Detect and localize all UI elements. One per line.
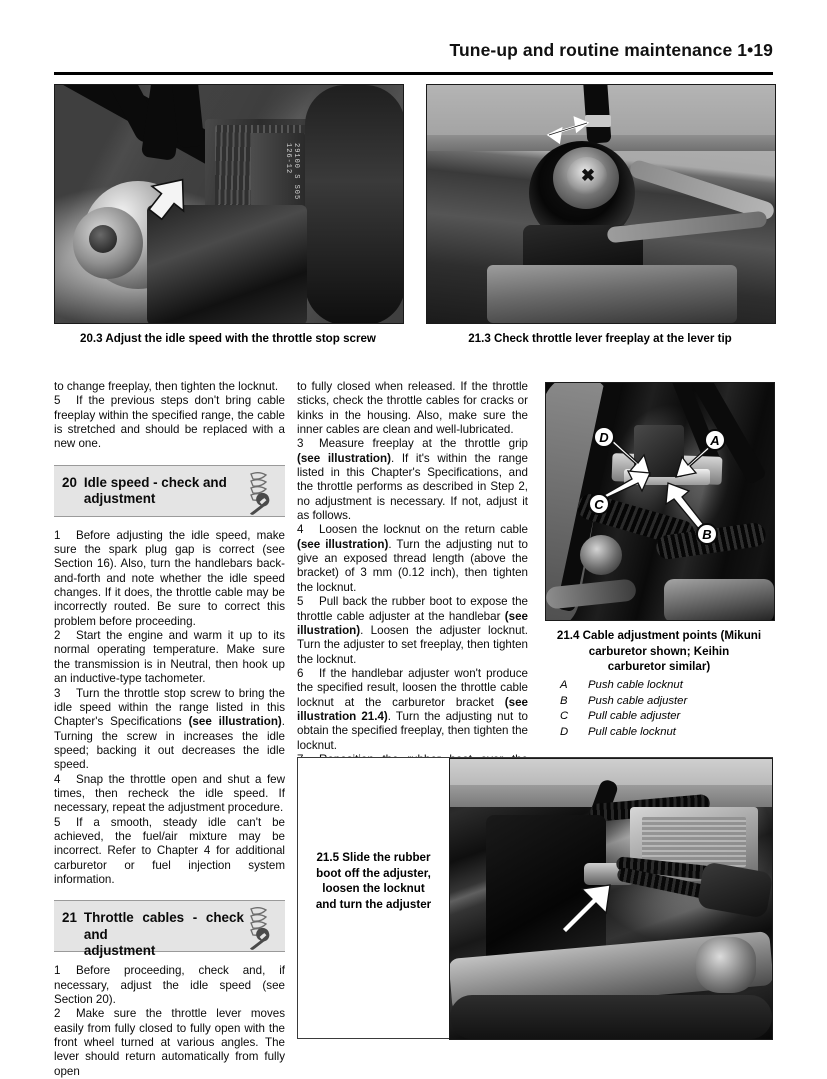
paragraph-s21-step1 — [54, 964, 285, 1007]
figure-21-5-image — [449, 758, 773, 1040]
step-number: 5 — [297, 595, 304, 609]
step-text: Before proceeding, check and, if necessary, adjust the idle speed (see Section 20). — [54, 964, 285, 1006]
section-title-line2: adjustment — [83, 943, 156, 959]
paragraph-s21-step4 — [297, 523, 528, 595]
paragraph-step5-cont — [54, 394, 285, 451]
step-number: 2 — [54, 629, 61, 643]
legend-item — [560, 694, 775, 710]
step-number: 1 — [54, 528, 61, 542]
figure-21-4-caption-line1: 21.4 Cable adjustment points (Mikuni — [556, 629, 762, 642]
step-text-b: . If it's within the range listed in this Chapter's Specifications, and the throttle performs as described in Step 2, no adjustment is necessary. If not, adjust it as follows. — [297, 451, 528, 523]
legend-key: D — [560, 725, 569, 738]
callout-bubble-d: D — [593, 426, 615, 448]
see-illustration-ref: (see illustration) — [188, 715, 282, 729]
figure-21-5-caption-line3: loosen the locknut — [322, 882, 425, 895]
section-title — [84, 910, 244, 960]
step-text-b: . Turn the adjusting nut to obtain the specified freeplay, then tighten the locknut. — [297, 709, 528, 752]
figure-21-4-caption — [545, 628, 773, 675]
legend-key: C — [560, 710, 569, 722]
callout-bubble-b: B — [696, 523, 718, 545]
legend-key: B — [560, 694, 568, 707]
paragraph-s20-step5 — [54, 816, 285, 888]
wrench-icon — [239, 905, 279, 951]
freeplay-double-arrow-icon — [427, 85, 775, 323]
paragraph-s20-step2 — [54, 629, 285, 686]
step-text: Before adjusting the idle speed, make sure the spark plug gap is correct (see Section 16). Also, turn the handlebars back-and-forth and note whether the idle speed changes. If it does, the throttle cable may be incorrectly routed. Be sure to correct this problem before proceeding. — [54, 528, 285, 628]
text-column-left — [54, 380, 285, 1079]
step-text-b: . Turn the adjusting nut to give an exposed thread length (above the bracket) of 3 mm (0.12 inch), then tighten the locknut. — [297, 537, 529, 594]
step-text: Start the engine and warm it up to its normal operating temperature. Make sure the transmission is in Neutral, then hook up an inductive-type tachometer. — [54, 629, 285, 686]
section-number: 21 — [62, 910, 77, 926]
paragraph-s21-step5 — [297, 595, 528, 667]
pointer-arrow-icon — [55, 85, 403, 323]
callout-arrows-icon — [546, 383, 774, 620]
figure-21-3-caption: 21.3 Check throttle lever freeplay at the lever tip — [468, 332, 732, 345]
see-illustration-ref: (see illustration) — [297, 451, 391, 465]
figure-21-5-caption-line4: and turn the adjuster — [315, 897, 432, 911]
step-text-a: Measure freeplay at the throttle grip — [319, 437, 528, 451]
figure-21-4-image — [545, 382, 775, 621]
legend-item — [560, 678, 775, 694]
section-title-line1: Throttle cables - check and — [83, 910, 244, 942]
step-text-b: . Loosen the adjuster locknut. Turn the adjuster to set freeplay, then tighten the locknut. — [297, 623, 528, 666]
section-heading-20 — [54, 465, 285, 517]
step-text-a: Loosen the locknut on the return cable — [319, 523, 528, 537]
section-title — [84, 475, 227, 508]
legend-item — [560, 725, 775, 741]
step-number: 4 — [54, 772, 61, 786]
callout-bubble-a: A — [704, 429, 726, 451]
step-number: 4 — [297, 523, 304, 537]
paragraph-cont: to fully closed when released. If the throttle sticks, check the throttle cables for cracks or kinks in the housing. Also, make sure the inner cables are clean and well-lubricated. — [297, 380, 528, 437]
figure-21-4-caption-line2: carburetor shown; Keihin — [588, 644, 730, 658]
figure-21-5-caption-line2: boot off the adjuster, — [316, 866, 431, 880]
paragraph-s21-step6 — [297, 667, 528, 753]
step-number: 2 — [54, 1007, 61, 1021]
step-text: If a smooth, steady idle can't be achieved, the fuel/air mixture may be incorrect. Refer to Chapter 4 for additional carburetor or fuel injection system information. — [54, 815, 285, 886]
figure-21-5-caption-line1: 21.5 Slide the rubber — [316, 851, 431, 864]
figure-21-5-caption — [301, 850, 446, 912]
step-text-a: If the handlebar adjuster won't produce the specified result, loosen the throttle cable locknut at the carburetor bracket — [297, 666, 528, 709]
section-number: 20 — [62, 474, 77, 490]
step-number: 5 — [54, 394, 61, 408]
legend-key: A — [560, 679, 568, 691]
wrench-icon — [239, 470, 279, 516]
step-number: 1 — [54, 964, 61, 978]
page-title: Tune-up and routine maintenance 1•19 — [449, 40, 773, 60]
step-number: 3 — [297, 437, 304, 451]
paragraph-s20-step3 — [54, 687, 285, 773]
see-illustration-ref: (see illustration 21.4) — [297, 695, 528, 723]
legend-text: Push cable adjuster — [588, 694, 688, 707]
section-title-line1: Idle speed - check and — [83, 474, 227, 490]
paragraph-intro: to change freeplay, then tighten the locknut. — [54, 380, 279, 393]
paragraph-s20-step4 — [54, 773, 285, 816]
section-heading-21 — [54, 900, 285, 959]
legend-text: Pull cable locknut — [588, 725, 676, 738]
section-title-line2: adjustment — [83, 491, 156, 507]
figure-20-3-image: 29100 S S05 126-12 — [54, 84, 404, 324]
step-text-a: Turn the throttle stop screw to bring the idle speed within the range listed in this Chapter's Specifications — [54, 686, 285, 729]
step-number: 6 — [297, 666, 304, 680]
text-column-middle — [297, 380, 528, 782]
step-text-a: Pull back the rubber boot to expose the throttle cable adjuster at the handlebar — [297, 595, 528, 623]
paragraph-s20-step1 — [54, 529, 285, 629]
see-illustration-ref: (see illustration) — [297, 609, 528, 637]
step-number: 3 — [54, 686, 61, 700]
see-illustration-ref: (see illustration) — [297, 537, 389, 551]
legend-text: Push cable locknut — [588, 679, 683, 691]
step-text: If the previous steps don't bring cable freeplay within the specified range, the cable is stretched and should be replaced with a new one. — [54, 394, 285, 451]
step-text: Snap the throttle open and shut a few times, then recheck the idle speed. If necessary, repeat the adjustment procedure. — [54, 772, 285, 815]
legend-item — [560, 709, 775, 725]
page-header — [54, 40, 773, 61]
figure-20-3-caption: 20.3 Adjust the idle speed with the throttle stop screw — [80, 332, 376, 345]
step-text: Make sure the throttle lever moves easily from fully closed to fully open with the front wheel turned at various angles. The lever should return automatically from fully open — [54, 1007, 285, 1078]
step-text-b: . Turning the screw in increases the idle speed; backing it out decreases the idle speed. — [54, 715, 286, 772]
step-number: 5 — [54, 815, 61, 829]
paragraph-s21-step2 — [54, 1007, 285, 1079]
callout-bubble-c: C — [588, 493, 610, 515]
legend-text: Pull cable adjuster — [588, 710, 681, 722]
figure-21-3-image: ✖ — [426, 84, 776, 324]
adjuster-pointer-arrow-icon — [450, 759, 772, 1039]
paragraph-s21-step3 — [297, 437, 528, 523]
figure-21-4-legend — [560, 678, 775, 740]
figure-21-4-caption-line3: carburetor similar) — [607, 660, 711, 673]
header-divider — [54, 72, 773, 75]
